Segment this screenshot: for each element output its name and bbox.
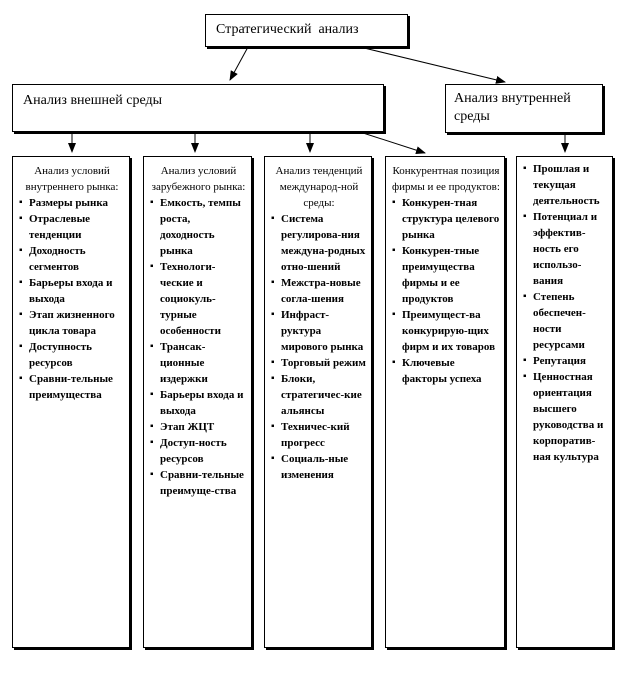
list-item: ▪ Инфраст-руктура мирового рынка	[271, 307, 367, 355]
list-item: ▪ Доступ-ность ресурсов	[150, 435, 247, 467]
column-international-environment	[264, 156, 372, 648]
internal-analysis-node	[445, 84, 603, 133]
list-item: ▪ Торговый режим	[271, 355, 367, 371]
internal-analysis-label: Анализ внутренней среды	[454, 91, 571, 124]
list-item: ▪ Емкость, темпы роста, доходность рынка	[150, 195, 247, 259]
column-domestic-market	[12, 156, 130, 648]
list-item: ▪ Система регулирова-ния междуна-родных отно-шений	[271, 211, 367, 275]
list-item: ▪ Доходность сегментов	[19, 243, 125, 275]
list-item: ▪ Ценностная ориентация высшего руководства и корпоратив-ная культура	[523, 369, 608, 465]
list-item: ▪ Сравни-тельные преимущества	[19, 371, 125, 403]
list-item: ▪ Социаль-ные изменения	[271, 451, 367, 483]
column-competitive-position	[385, 156, 505, 648]
column-internal-factors	[516, 156, 613, 648]
root-node	[205, 14, 408, 47]
list-item: ▪ Доступность ресурсов	[19, 339, 125, 371]
external-analysis-node	[12, 84, 384, 132]
arrow-external-to-col4	[360, 132, 425, 153]
list-item: ▪ Трансак-ционные издержки	[150, 339, 247, 387]
list-item: ▪ Преимущест-ва конкурирую-щих фирм и их товаров	[392, 307, 500, 355]
list-item: ▪ Потенциал и эффектив-ность его использо-вания	[523, 209, 608, 289]
arrow-root-to-external	[230, 47, 248, 80]
list-item: ▪ Отраслевые тенденции	[19, 211, 125, 243]
column-foreign-market	[143, 156, 252, 648]
list-item: ▪ Техничес-кий прогресс	[271, 419, 367, 451]
column-title: Анализ условий внутреннего рынка:	[25, 165, 119, 193]
list-item: ▪ Степень обеспечен-ности ресурсами	[523, 289, 608, 353]
list-item: ▪ Технологи-ческие и социокуль-турные особенности	[150, 259, 247, 339]
list-item: ▪ Межстра-новые согла-шения	[271, 275, 367, 307]
column-title: Анализ тенденций международ-ной среды:	[275, 165, 363, 209]
list-item: ▪ Ключевые факторы успеха	[392, 355, 500, 387]
list-item: ▪ Репутация	[523, 353, 608, 369]
list-item: ▪ Этап ЖЦТ	[150, 419, 247, 435]
list-item: ▪ Конкурен-тные преимущества фирмы и ее продуктов	[392, 243, 500, 307]
list-item: ▪ Этап жизненного цикла товара	[19, 307, 125, 339]
column-title: Анализ условий зарубежного рынка:	[151, 165, 246, 193]
list-item: ▪ Барьеры входа и выхода	[19, 275, 125, 307]
list-item: ▪ Барьеры входа и выхода	[150, 387, 247, 419]
list-item: ▪ Конкурен-тная структура целевого рынка	[392, 195, 500, 243]
list-item: ▪ Размеры рынка	[19, 195, 125, 211]
list-item: ▪ Сравни-тельные преимуще-ства	[150, 467, 247, 499]
arrow-root-to-internal	[360, 47, 505, 82]
column-title: Конкурентная позиция фирмы и ее продуктов:	[392, 165, 500, 193]
list-item: ▪ Блоки, стратегичес-кие альянсы	[271, 371, 367, 419]
external-analysis-label: Анализ внешней среды	[23, 93, 163, 108]
list-item: ▪ Прошлая и текущая деятельность	[523, 161, 608, 209]
root-node-label: Стратегический анализ	[216, 22, 359, 37]
